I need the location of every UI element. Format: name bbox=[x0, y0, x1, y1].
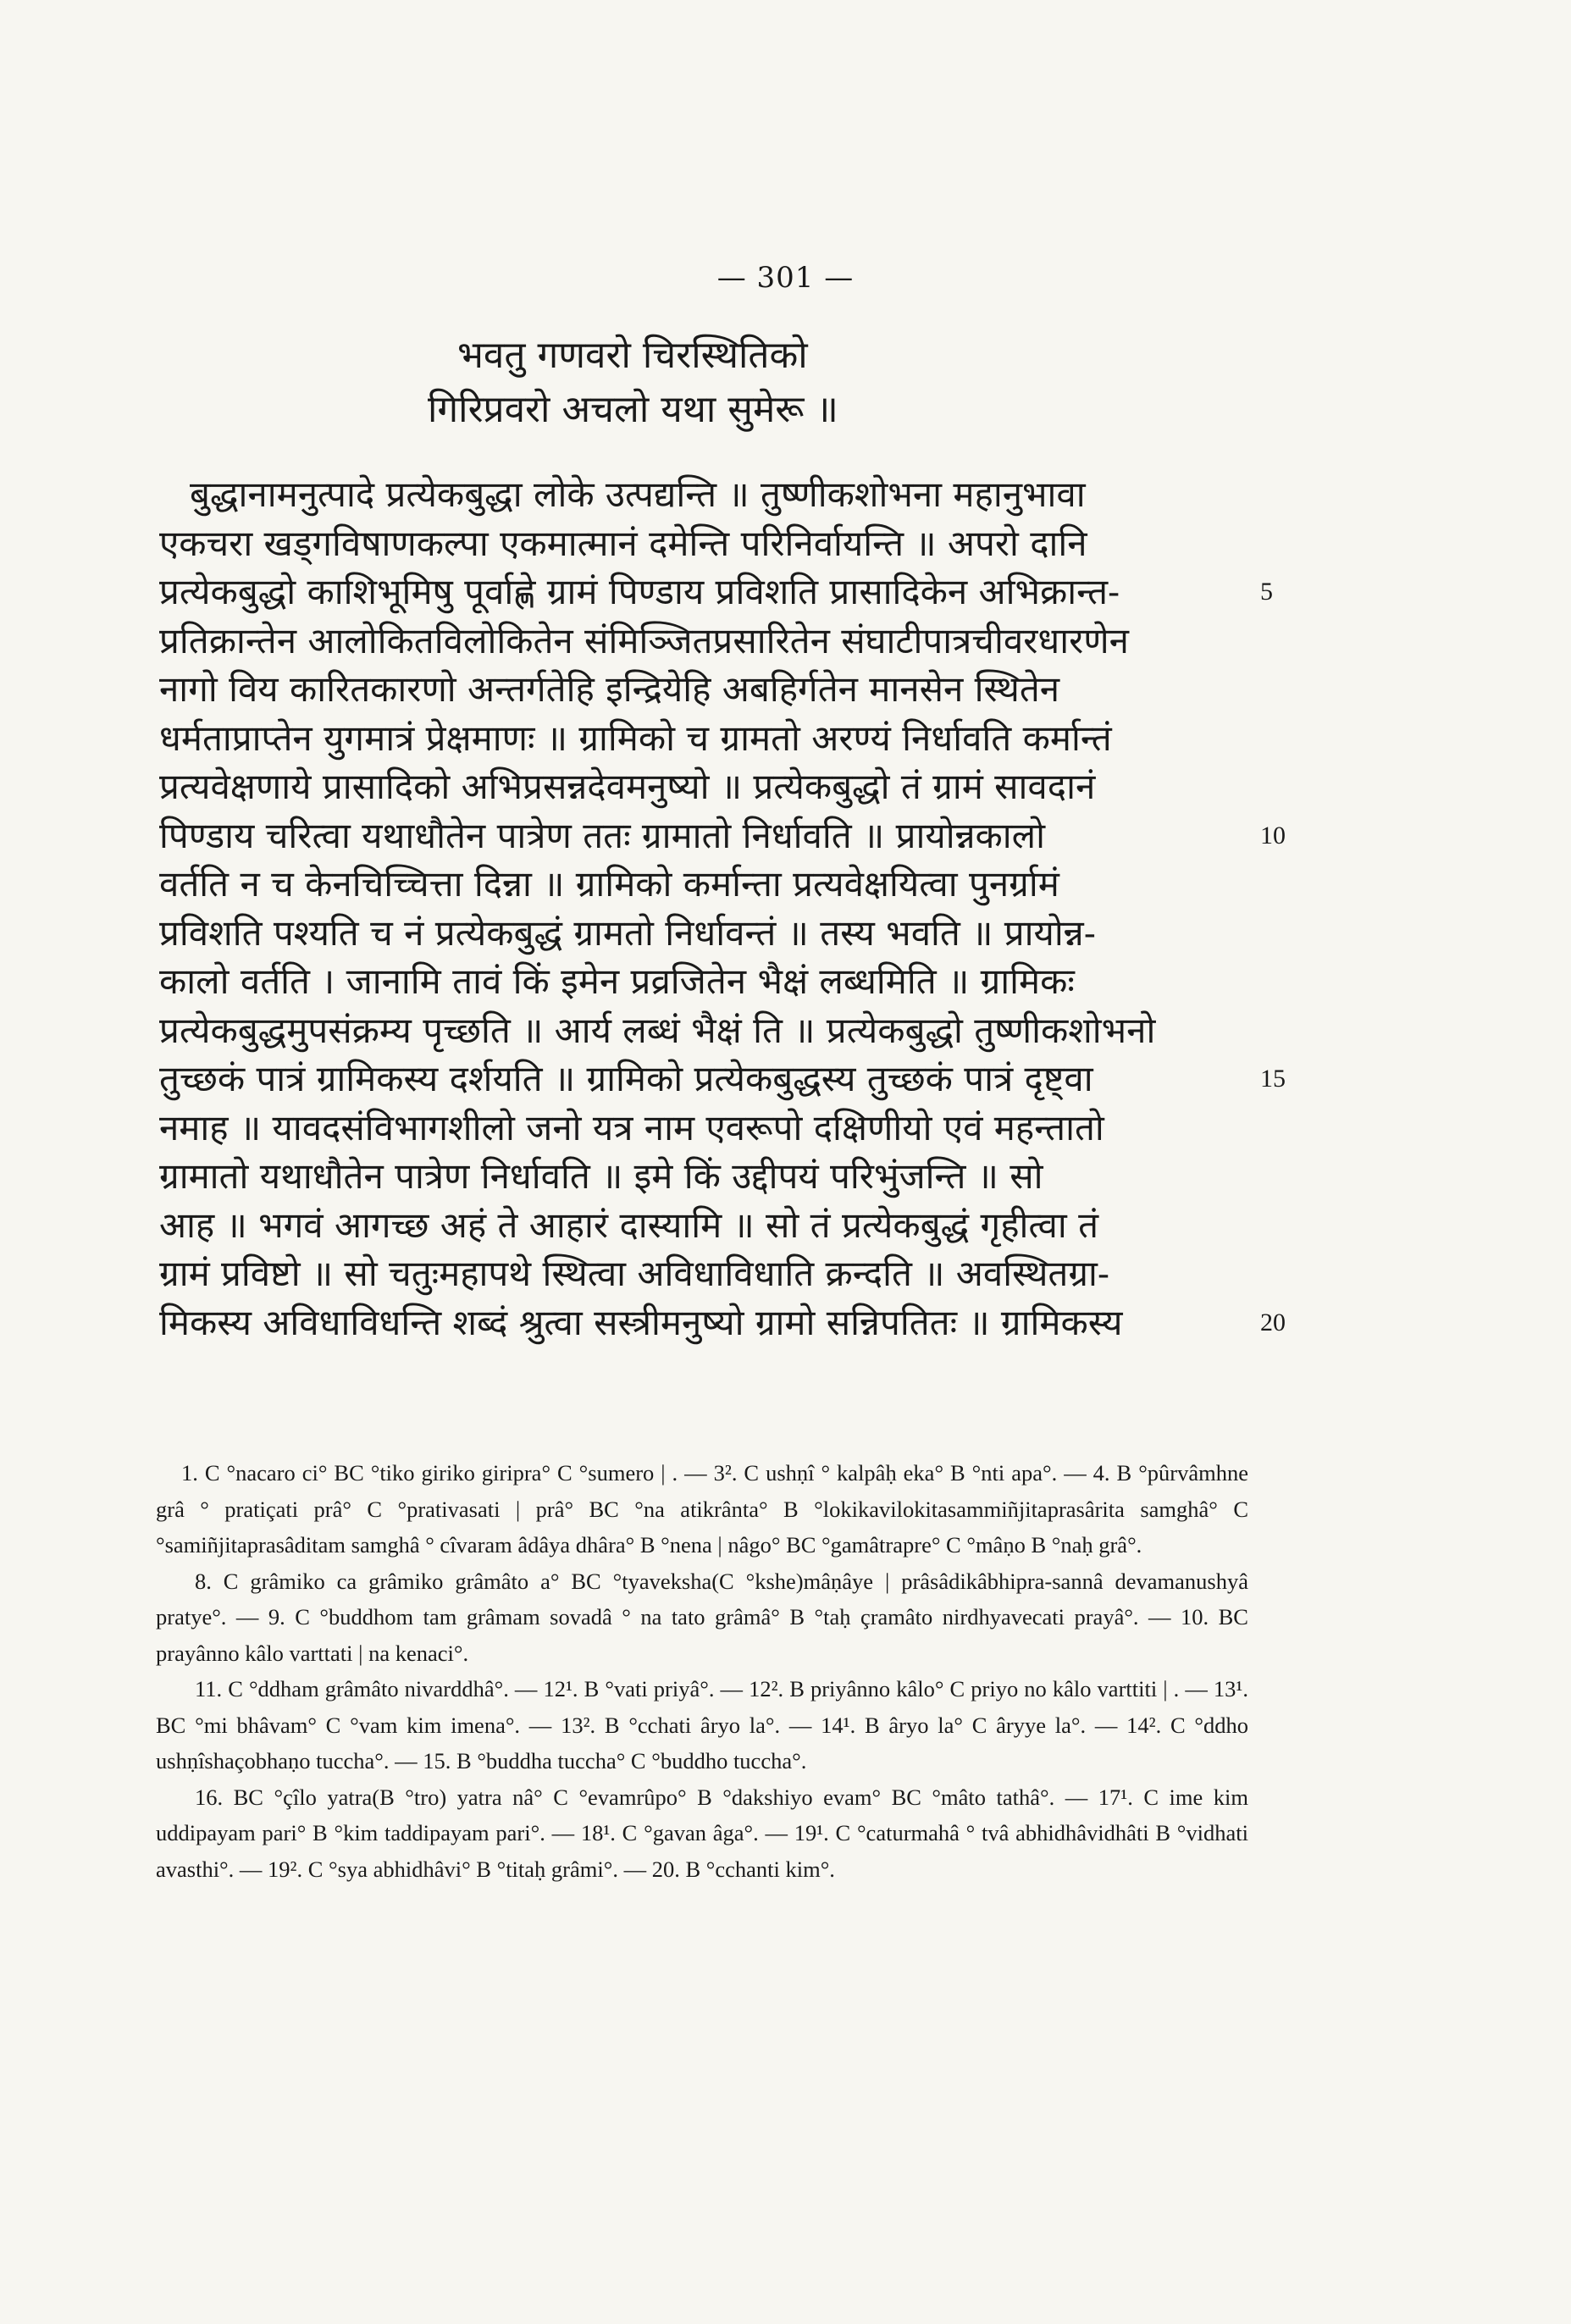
prose-line-text: प्रविशति पश्यति च नं प्रत्येकबुद्धं ग्रामतो निर्धावन्तं ॥ तस्य भवति ॥ प्रायोन्न- bbox=[159, 911, 1096, 954]
prose-line bbox=[159, 1249, 1294, 1298]
prose-line bbox=[159, 1152, 1294, 1201]
prose-line bbox=[159, 909, 1294, 958]
line-number: 20 bbox=[1260, 1308, 1286, 1336]
prose-line-text: एकचरा खड्गविषाणकल्पा एकमात्मानं दमेन्ति परिनिर्वायन्ति ॥ अपरो दानि bbox=[159, 522, 1087, 564]
prose-line bbox=[159, 470, 1294, 519]
prose-block bbox=[159, 470, 1294, 1347]
verse-line: गिरिप्रवरो अचलो यथा सुमेरू ॥ bbox=[428, 388, 838, 431]
prose-line bbox=[159, 957, 1294, 1006]
prose-line bbox=[159, 1054, 1294, 1104]
prose-line-text: बुद्धानामनुत्पादे प्रत्येकबुद्धा लोके उत्पद्यन्ति ॥ तुष्णीकशोभना महानुभावा bbox=[190, 473, 1086, 515]
prose-line-text: ग्रामातो यथाधौतेन पात्रेण निर्धावति ॥ इमे किं उद्दीपयं परिभुंजन्ति ॥ सो bbox=[159, 1155, 1043, 1197]
footnote-paragraph: 1. C °nacaro ci° BC °tiko giriko giripra° C °sumero | . — 3². C ushṇî ° kalpâḥ eka° B °nti apa°. — 4. B °pûrvâmhne grâ ° pratiçati prâ° C °prativasati | prâ° BC °na atikrânta° B °lokikavilokitasammiñjitaprasârita samghâ° C °samiñjitaprasâditam samghâ ° cîvaram âdâya dhâra° B °nena | nâgo° BC °gamâtrapre° C °mâṇo B °naḥ grâ°. bbox=[156, 1460, 1248, 1558]
prose-line-text: कालो वर्तति । जानामि तावं किं इमेन प्रव्रजितेन भैक्षं लब्धमिति ॥ ग्रामिकः bbox=[159, 960, 1075, 1002]
prose-line bbox=[159, 1006, 1294, 1055]
line-number: 5 bbox=[1260, 578, 1273, 606]
prose-line-text: ग्रामं प्रविष्टो ॥ सो चतुःमहापथे स्थित्वा अविधाविधाति क्रन्दति ॥ अवस्थितग्रा- bbox=[159, 1253, 1110, 1294]
prose-line-text: पिण्डाय चरित्वा यथाधौतेन पात्रेण ततः ग्रामातो निर्धावति ॥ प्रायोन्नकालो bbox=[159, 814, 1046, 856]
prose-line bbox=[159, 1104, 1294, 1153]
verse-line: भवतु गणवरो चिरस्थितिको bbox=[457, 334, 808, 377]
prose-line bbox=[159, 811, 1294, 860]
prose-line bbox=[159, 762, 1294, 811]
line-number: 15 bbox=[1260, 1065, 1286, 1093]
prose-line bbox=[159, 860, 1294, 909]
prose-line bbox=[159, 519, 1294, 568]
prose-line bbox=[159, 1201, 1294, 1250]
page-number: — 301 — bbox=[716, 261, 855, 295]
prose-line bbox=[159, 1298, 1294, 1347]
prose-line bbox=[159, 617, 1294, 666]
prose-line bbox=[159, 714, 1294, 763]
prose-line-text: प्रत्येकबुद्धमुपसंक्रम्य पृच्छति ॥ आर्य लब्धं भैक्षं ति ॥ प्रत्येकबुद्धो तुष्णीकशोभनो bbox=[159, 1009, 1156, 1051]
line-number: 10 bbox=[1260, 821, 1286, 849]
prose-line-text: प्रत्येकबुद्धो काशिभूमिषु पूर्वाह्णे ग्रामं पिण्डाय प्रविशति प्रासादिकेन अभिक्रान्त- bbox=[159, 571, 1120, 612]
footnote-paragraph: 11. C °ddham grâmâto nivarddhâ°. — 12¹. B °vati priyâ°. — 12². B priyânno kâlo° C priyo no kâlo varttiti | . — 13¹. BC °mi bhâvam° C °vam kim imena°. — 13². B °cchati âryo la°. — 14¹. B âryo la° C âryye la°. — 14². C °ddho ushṇîshaçobhaṇo tuccha°. — 15. B °buddha tuccha° C °buddho tuccha°. bbox=[156, 1676, 1248, 1773]
prose-line-text: मिकस्य अविधाविधन्ति शब्दं श्रुत्वा सस्त्रीमनुष्यो ग्रामो सन्निपतितः ॥ ग्रामिकस्य bbox=[159, 1301, 1123, 1343]
prose-line-text: आह ॥ भगवं आगच्छ अहं ते आहारं दास्यामि ॥ सो तं प्रत्येकबुद्धं गृहीत्वा तं bbox=[159, 1204, 1099, 1246]
prose-line-text: नमाह ॥ यावदसंविभागशीलो जनो यत्र नाम एवरूपो दक्षिणीयो एवं महन्तातो bbox=[159, 1106, 1104, 1148]
prose-line bbox=[159, 567, 1294, 617]
prose-line-text: प्रत्यवेक्षणाये प्रासादिको अभिप्रसन्नदेवमनुष्यो ॥ प्रत्येकबुद्धो तं ग्रामं सावदानं bbox=[159, 766, 1096, 807]
prose-line-text: प्रतिक्रान्तेन आलोकितविलोकितेन संमिञ्जितप्रसारितेन संघाटीपात्रचीवरधारणेन bbox=[159, 619, 1129, 661]
footnote-paragraph: 16. BC °çîlo yatra(B °tro) yatra nâ° C °evamrûpo° B °dakshiyo evam° BC °mâto tathâ°. — 17¹. C ime kim uddipayam pari° B °kim taddipayam pari°. — 18¹. C °gavan âga°. — 19¹. C °caturmahâ ° tvâ abhidhâvidhâti B °vidhati avasthi°. — 19². C °sya abhidhâvi° B °titaḥ grâmi°. — 20. B °cchanti kim°. bbox=[156, 1784, 1248, 1882]
prose-line-text: वर्तति न च केनचिच्चित्ता दिन्ना ॥ ग्रामिको कर्मान्ता प्रत्यवेक्षयित्वा पुनर्ग्रामं bbox=[159, 863, 1059, 905]
verse-block bbox=[0, 329, 1571, 437]
prose-line-text: तुच्छकं पात्रं ग्रामिकस्य दर्शयति ॥ ग्रामिको प्रत्येकबुद्धस्य तुच्छकं पात्रं दृष्ट्वा bbox=[159, 1058, 1093, 1099]
footnote-paragraph: 8. C grâmiko ca grâmiko grâmâto a° BC °tyaveksha(C °kshe)mâṇâye | prâsâdikâbhipra-sannâ devamanushyâ pratye°. — 9. C °buddhom tam grâmam sovadâ ° na tato grâmâ° B °taḥ çramâto nirdhyavecati prayâ°. — 10. BC prayânno kâlo varttati | na kenaci°. bbox=[156, 1568, 1248, 1666]
footnotes bbox=[156, 1455, 1248, 1887]
prose-line bbox=[159, 665, 1294, 714]
prose-line-text: नागो विय कारितकारणो अन्तर्गतेहि इन्द्रियेहि अबहिर्गतेन मानसेन स्थितेन bbox=[159, 668, 1060, 710]
prose-line-text: धर्मताप्राप्तेन युगमात्रं प्रेक्षमाणः ॥ ग्रामिको च ग्रामतो अरण्यं निर्धावति कर्मान्तं bbox=[159, 717, 1112, 759]
